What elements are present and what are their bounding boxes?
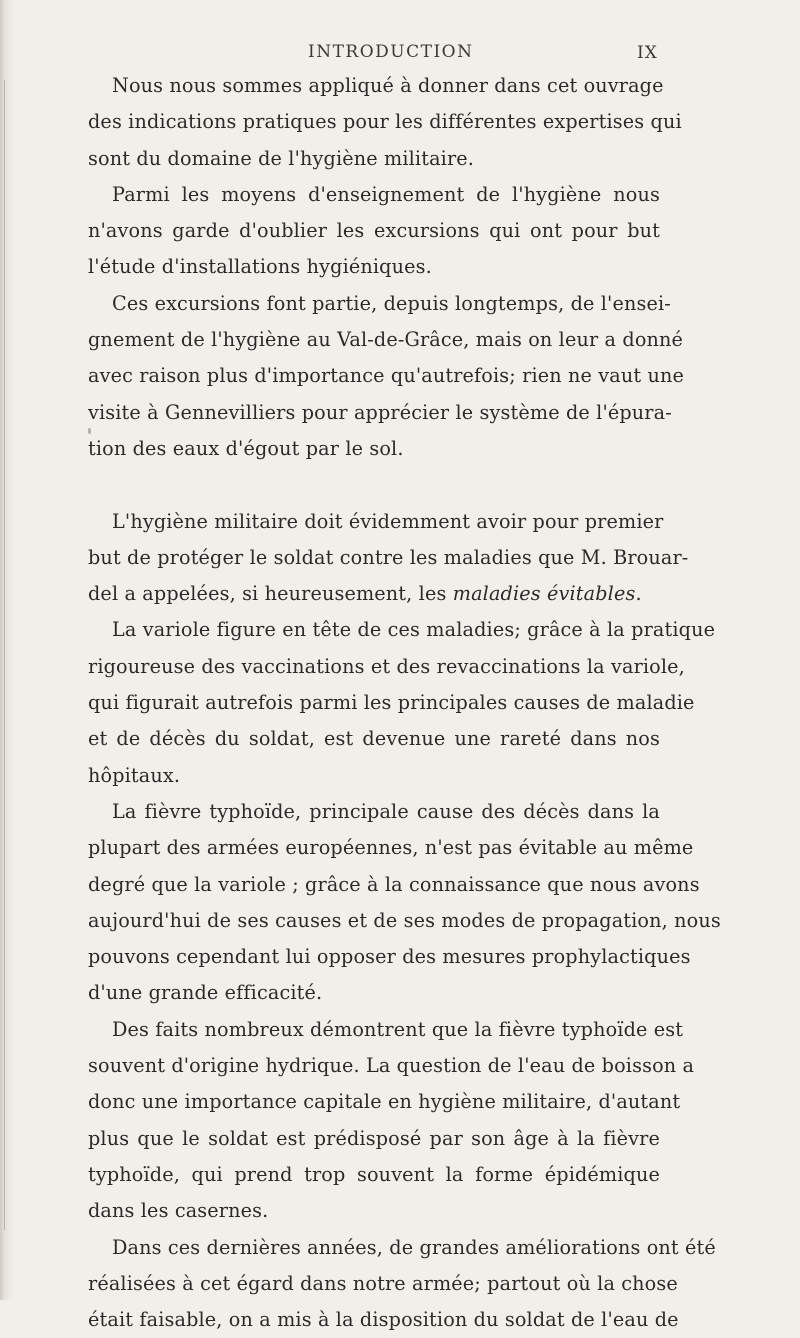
text-line: rigoureuse des vaccinations et des revaccinations la variole, — [88, 649, 660, 685]
text-line: plupart des armées européennes, n'est pas évitable au même — [88, 830, 660, 866]
text-line: Ces excursions font partie, depuis longtemps, de l'ensei- — [88, 286, 660, 322]
page-number: IX — [637, 43, 658, 63]
text-line: La variole figure en tête de ces maladies; grâce à la pratique — [88, 612, 660, 648]
paragraph — [88, 612, 660, 793]
text-line: aujourd'hui de ses causes et de ses modes de propagation, nous — [88, 903, 660, 939]
text-line: gnement de l'hygiène au Val-de-Grâce, mais on leur a donné — [88, 322, 660, 358]
text-line: plus que le soldat est prédisposé par son âge à la fièvre — [88, 1121, 660, 1157]
text-segment: del a appelées, si heureusement, les — [88, 582, 453, 605]
text-line: avec raison plus d'importance qu'autrefois; rien ne vaut une — [88, 358, 660, 394]
paragraph — [88, 286, 660, 467]
text-line: L'hygiène militaire doit évidemment avoir pour premier — [88, 504, 660, 540]
text-line: La fièvre typhoïde, principale cause des décès dans la — [88, 794, 660, 830]
paragraph — [88, 68, 660, 177]
text-line: des indications pratiques pour les différentes expertises qui — [88, 104, 660, 140]
paragraph — [88, 467, 660, 612]
paragraph-gap — [88, 467, 660, 503]
text-line: qui figurait autrefois parmi les principales causes de maladie — [88, 685, 660, 721]
text-line: tion des eaux d'égout par le sol. — [88, 431, 660, 467]
text-line: Nous nous sommes appliqué à donner dans cet ouvrage — [88, 68, 660, 104]
text-line: typhoïde, qui prend trop souvent la forme épidémique — [88, 1157, 660, 1193]
running-header — [0, 42, 800, 66]
text-line: hôpitaux. — [88, 758, 660, 794]
paragraph — [88, 794, 660, 1012]
running-title: INTRODUCTION — [308, 42, 474, 62]
text-line: donc une importance capitale en hygiène militaire, d'autant — [88, 1084, 660, 1120]
text-segment: . — [635, 582, 641, 605]
paragraph — [88, 1012, 660, 1230]
text-line: visite à Gennevilliers pour apprécier le système de l'épura- — [88, 395, 660, 431]
page-spine-shadow — [0, 0, 14, 1300]
text-line: pouvons cependant lui opposer des mesures prophylactiques — [88, 939, 660, 975]
text-line: dans les casernes. — [88, 1193, 660, 1229]
text-line: Dans ces dernières années, de grandes améliorations ont été — [88, 1230, 660, 1266]
text-line: but de protéger le soldat contre les maladies que M. Brouar- — [88, 540, 660, 576]
binding-edge-line — [4, 80, 5, 1230]
text-line: l'étude d'installations hygiéniques. — [88, 249, 660, 285]
text-line — [88, 576, 660, 612]
italic-term: maladies évitables — [453, 582, 636, 605]
text-line: Des faits nombreux démontrent que la fièvre typhoïde est — [88, 1012, 660, 1048]
text-line: d'une grande efficacité. — [88, 975, 660, 1011]
text-line: sont du domaine de l'hygiène militaire. — [88, 141, 660, 177]
text-line: et de décès du soldat, est devenue une rareté dans nos — [88, 721, 660, 757]
text-line: réalisées à cet égard dans notre armée; partout où la chose — [88, 1266, 660, 1302]
text-line: Parmi les moyens d'enseignement de l'hygiène nous — [88, 177, 660, 213]
paragraph — [88, 177, 660, 286]
text-line: souvent d'origine hydrique. La question de l'eau de boisson a — [88, 1048, 660, 1084]
text-line: degré que la variole ; grâce à la connaissance que nous avons — [88, 867, 660, 903]
text-line: était faisable, on a mis à la disposition du soldat de l'eau de — [88, 1302, 660, 1338]
text-line: n'avons garde d'oublier les excursions qui ont pour but — [88, 213, 660, 249]
paragraph — [88, 1230, 660, 1338]
body-text — [88, 68, 660, 1338]
